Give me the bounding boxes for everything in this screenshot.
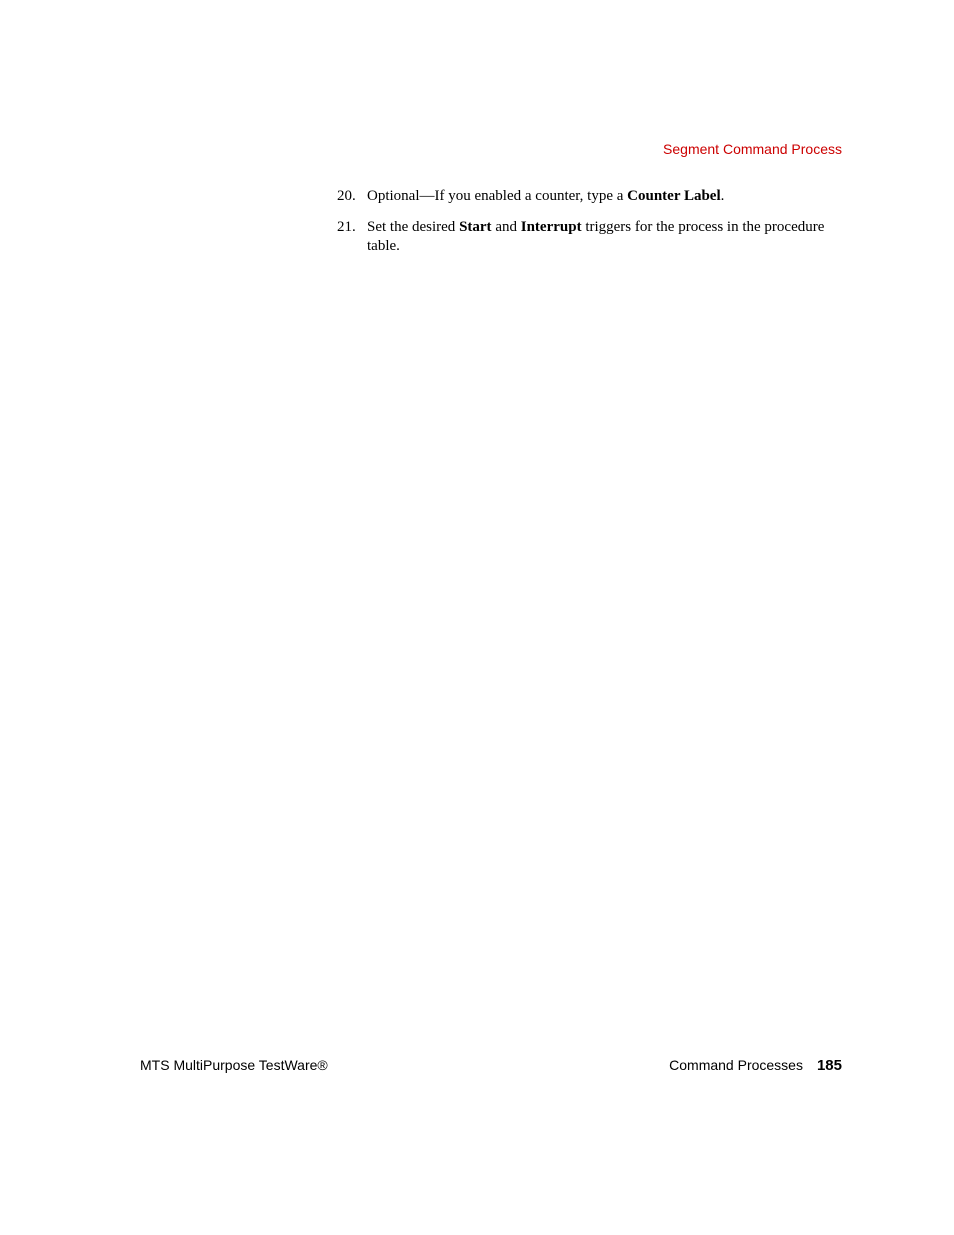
page-number: 185 [816, 1057, 842, 1074]
step-20 [337, 187, 843, 206]
ui-term-start: Start [459, 219, 492, 235]
footer-product-name: MTS MultiPurpose TestWare® [140, 1057, 328, 1073]
ui-term-interrupt: Interrupt [520, 219, 582, 235]
footer-right [669, 1056, 842, 1075]
ui-term-counter-label: Counter Label [627, 188, 721, 204]
step-text-part: and [491, 219, 521, 235]
step-text-part: Optional—If you enabled a counter, type a [367, 188, 628, 204]
running-head-section-title: Segment Command Process [663, 141, 842, 157]
step-number: 21. [337, 219, 356, 235]
step-text-part: . [720, 188, 725, 204]
step-number: 20. [337, 188, 356, 204]
step-text-part: triggers for the process in the procedure table. [367, 219, 825, 254]
step-text-part: Set the desired [367, 219, 460, 235]
step-text [367, 187, 843, 206]
step-21 [337, 218, 843, 256]
step-text [367, 218, 843, 256]
footer-chapter-title: Command Processes [669, 1057, 803, 1073]
